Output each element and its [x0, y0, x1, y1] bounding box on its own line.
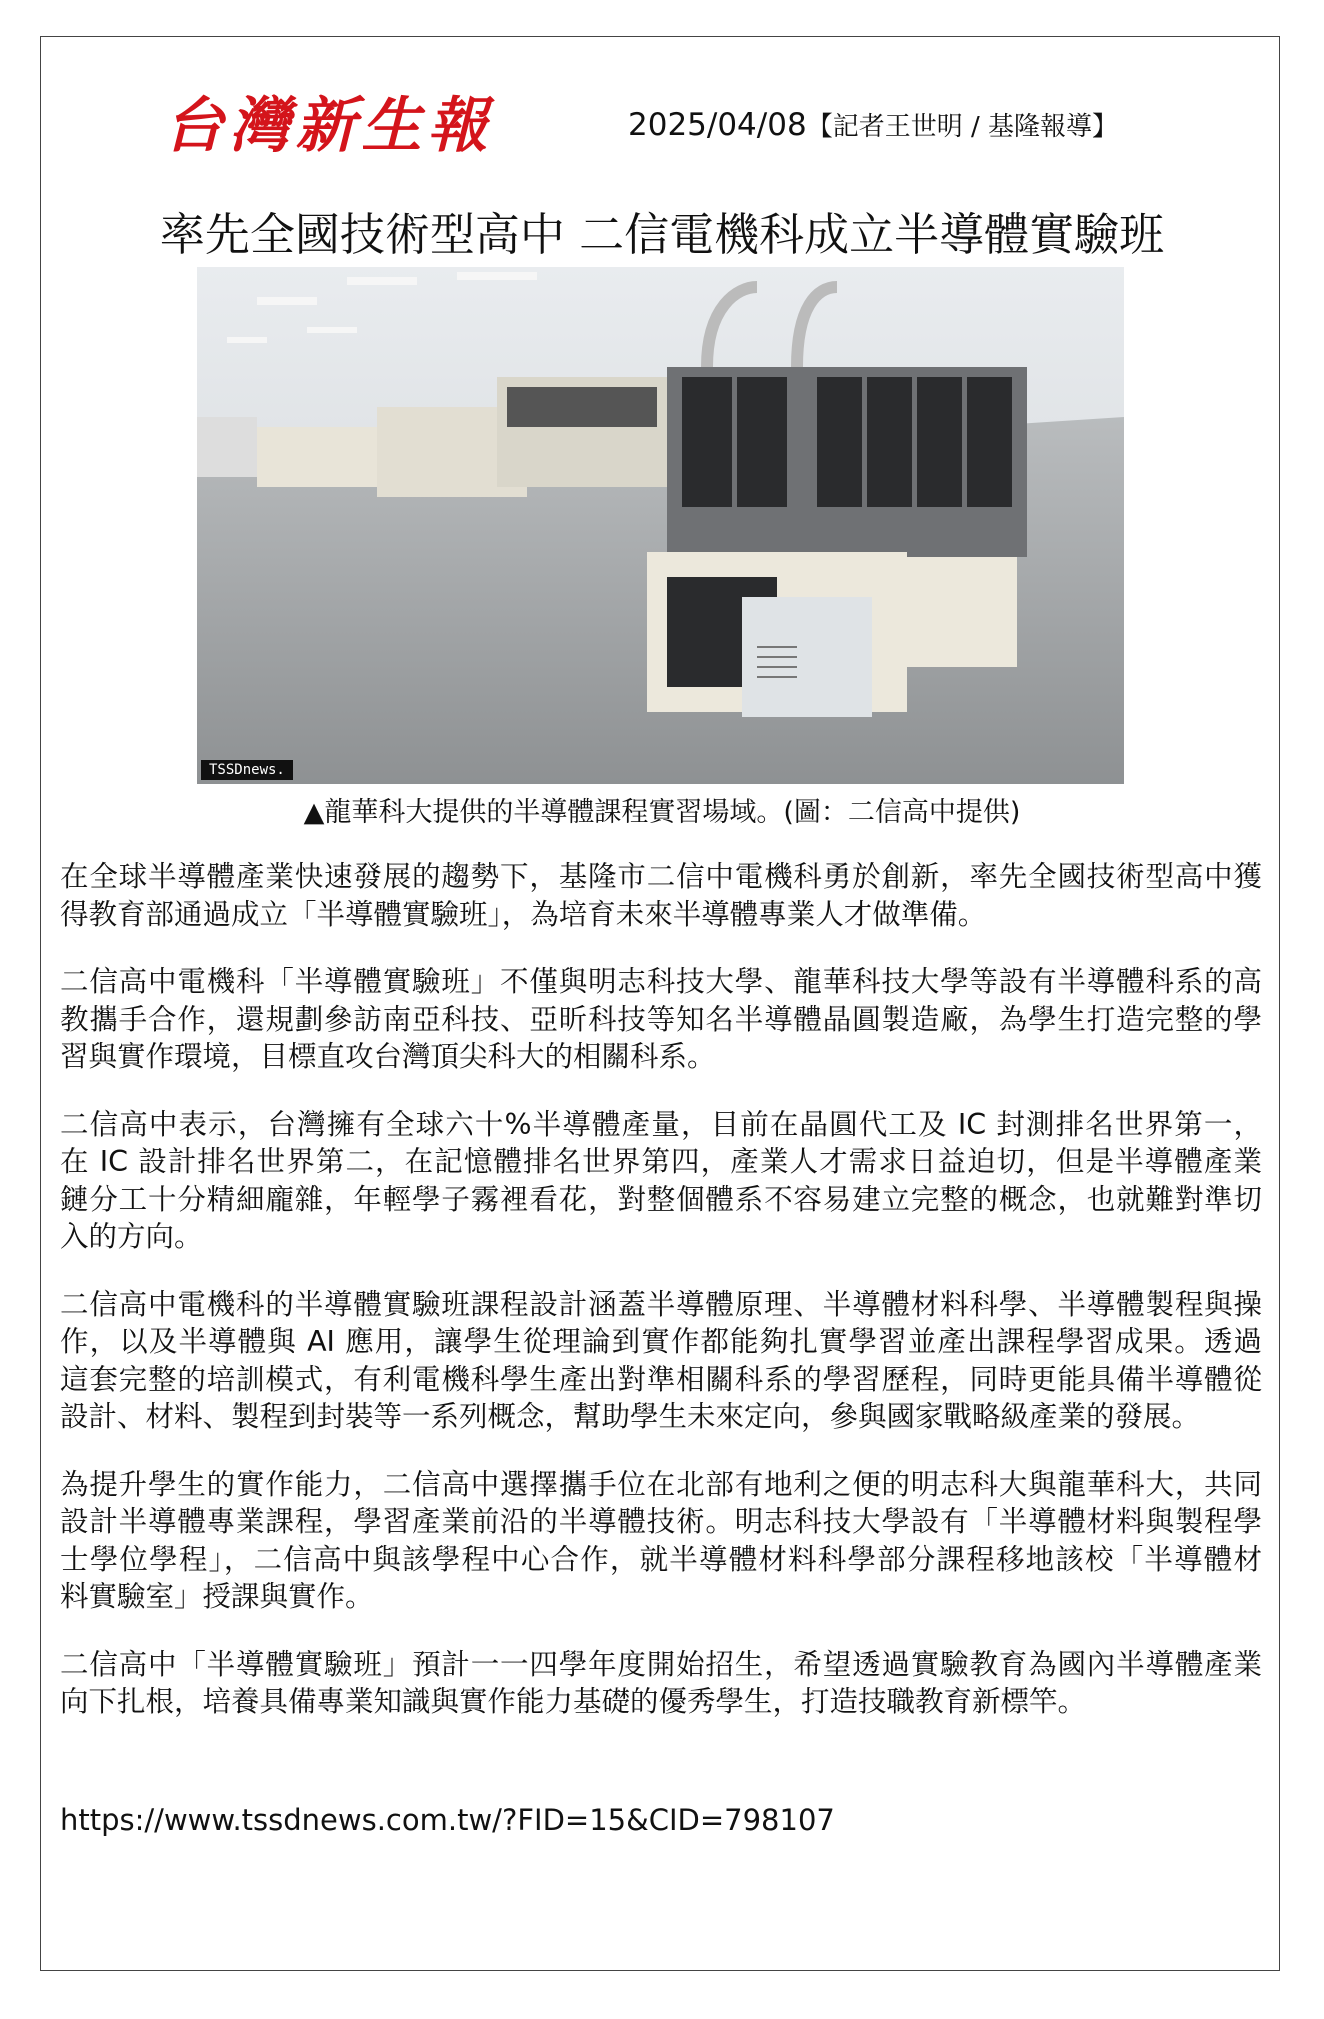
cleanroom-photo: [197, 267, 1124, 784]
paragraph-line: 二信高中電機科「半導體實驗班」不僅與明志科技大學、龍華科技大學等設有半導體科系的高: [60, 965, 1262, 998]
photo-watermark: TSSDnews.: [201, 760, 293, 780]
headline: 率先全國技術型高中 二信電機科成立半導體實驗班: [159, 208, 1165, 261]
paragraph-line: 設計、材料、製程到封裝等一系列概念，幫助學生未來定向，參與國家戰略級產業的發展。: [60, 1400, 1201, 1433]
paragraph-line: 二信高中「半導體實驗班」預計一一四學年度開始招生，希望透過實驗教育為國內半導體產業: [60, 1647, 1262, 1681]
article-paragraph: [60, 858, 1262, 933]
paragraph-line: 設計半導體專業課程，學習產業前沿的半導體技術。明志科技大學設有「半導體材料與製程學: [60, 1505, 1262, 1538]
paragraph-line: 料實驗室」授課與實作。: [60, 1580, 374, 1613]
paragraph-line: 向下扎根，培養具備專業知識與實作能力基礎的優秀學生，打造技職教育新標竿。: [60, 1685, 1087, 1718]
paragraph-line: 鏈分工十分精細龐雜，年輕學子霧裡看花，對整個體系不容易建立完整的概念，也就難對準切: [60, 1182, 1262, 1216]
photo-caption: ▲龍華科大提供的半導體課程實習場域。(圖：二信高中提供): [303, 797, 1021, 828]
article-body: [60, 858, 1262, 1751]
reporter-credit: 【記者王世明 / 基隆報導】: [806, 112, 1118, 142]
paragraph-line: 教攜手合作，還規劃參訪南亞科技、亞昕科技等知名半導體晶圓製造廠，為學生打造完整的學: [60, 1002, 1262, 1036]
publish-date: 2025/04/08: [628, 107, 807, 143]
paragraph-line: 入的方向。: [60, 1220, 203, 1253]
paragraph-line: 作，以及半導體與 AI 應用，讓學生從理論到實作都能夠扎實學習並產出課程學習成果。透過: [60, 1325, 1262, 1358]
newspaper-logo: 台灣新生報: [163, 91, 494, 161]
source-url[interactable]: https://www.tssdnews.com.tw/?FID=15&CID=798107: [60, 1803, 835, 1837]
paragraph-line: 得教育部通過成立「半導體實驗班」，為培育未來半導體專業人才做準備。: [60, 897, 987, 931]
paragraph-line: 這套完整的培訓模式，有利電機科學生產出對準相關科系的學習歷程，同時更能具備半導體從: [60, 1362, 1262, 1396]
paragraph-line: 為提升學生的實作能力，二信高中選擇攜手位在北部有地利之便的明志科大與龍華科大，共同: [60, 1467, 1262, 1501]
article-paragraph: [60, 1106, 1262, 1256]
paragraph-line: 習與實作環境，目標直攻台灣頂尖科大的相關科系。: [60, 1040, 716, 1073]
article-paragraph: [60, 1466, 1262, 1616]
paragraph-line: 二信高中電機科的半導體實驗班課程設計涵蓋半導體原理、半導體材料科學、半導體製程與操: [60, 1287, 1262, 1321]
article-paragraph: [60, 1286, 1262, 1436]
article-paragraph: [60, 963, 1262, 1076]
paragraph-line: 士學位學程」，二信高中與該學程中心合作，就半導體材料科學部分課程移地該校「半導體材: [60, 1542, 1262, 1576]
article-photo: [197, 267, 1124, 784]
paragraph-line: 在 IC 設計排名世界第二，在記憶體排名世界第四，產業人才需求日益迫切，但是半導體產業: [60, 1145, 1262, 1178]
paragraph-line: 在全球半導體產業快速發展的趨勢下，基隆市二信中電機科勇於創新，率先全國技術型高中獲: [60, 860, 1262, 893]
article-paragraph: [60, 1646, 1262, 1721]
paragraph-line: 二信高中表示，台灣擁有全球六十%半導體產量，目前在晶圓代工及 IC 封測排名世界第一，: [60, 1107, 1262, 1141]
dateline: [628, 106, 1118, 143]
